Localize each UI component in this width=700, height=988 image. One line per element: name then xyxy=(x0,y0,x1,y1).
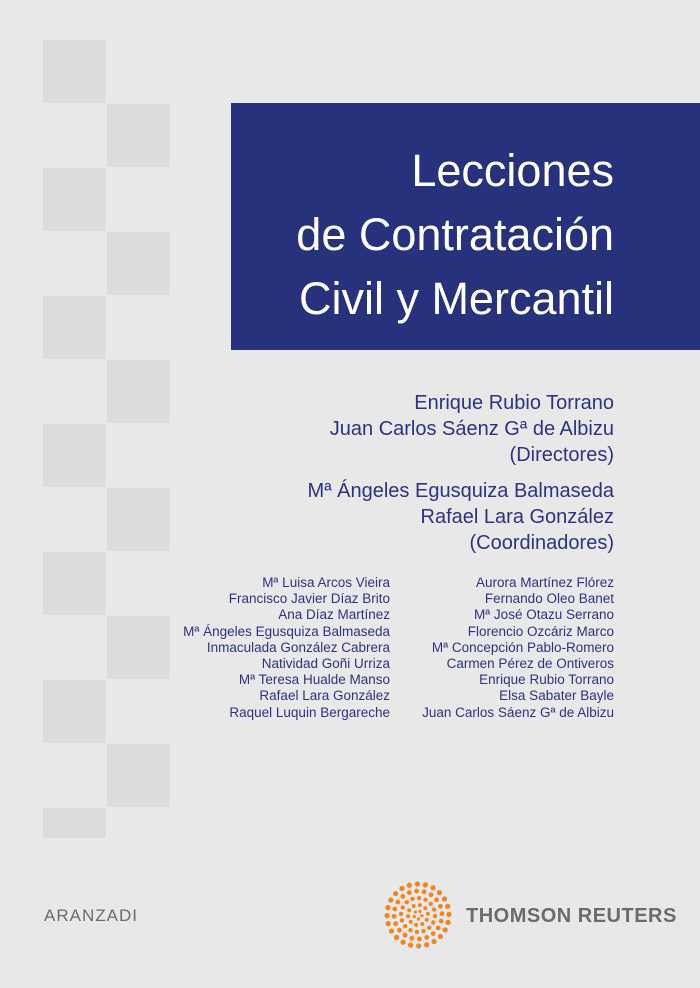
author-name: Mª Teresa Hualde Manso xyxy=(238,672,390,688)
logo-dot xyxy=(423,882,428,887)
logo-dot xyxy=(442,896,447,901)
logo-dot xyxy=(431,931,436,936)
logo-dot xyxy=(410,897,414,901)
author-name: Juan Carlos Sáenz Gª de Albizu xyxy=(422,704,614,720)
author-name: Mª Ángeles Egusquiza Balmaseda xyxy=(183,623,390,639)
logo-dot xyxy=(430,885,435,890)
authors-list-left xyxy=(183,575,390,721)
logo-dot xyxy=(414,889,419,894)
checker-square xyxy=(107,744,170,807)
authors-list-right xyxy=(422,575,614,721)
author-name: Fernando Oleo Banet xyxy=(484,591,614,607)
logo-dot xyxy=(440,911,445,916)
logo-dot xyxy=(392,914,397,919)
coordinator-name: Mª Ángeles Egusquiza Balmaseda xyxy=(307,480,614,502)
logo-dot xyxy=(394,935,399,940)
logo-dot xyxy=(417,917,420,920)
logo-dot xyxy=(433,914,437,918)
logo-dot xyxy=(437,890,442,895)
checker-square xyxy=(107,616,170,679)
director-name: Juan Carlos Sáenz Gª de Albizu xyxy=(329,418,614,440)
logo-dot xyxy=(409,920,413,924)
logo-dot xyxy=(393,921,398,926)
book-title-line-1: Lecciones xyxy=(411,145,614,196)
logo-dot xyxy=(388,897,393,902)
coordinators-role: (Coordinadores) xyxy=(469,532,614,554)
logo-dot xyxy=(400,940,405,945)
book-title-line-2: de Contratación xyxy=(296,209,614,260)
logo-dot xyxy=(392,906,397,911)
checker-square xyxy=(43,680,106,743)
logo-dot xyxy=(445,904,450,909)
logo-dot xyxy=(431,920,435,924)
checker-square xyxy=(107,104,170,167)
checker-square xyxy=(43,552,106,615)
checker-square xyxy=(107,232,170,295)
author-name: Mª Luisa Arcos Vieira xyxy=(262,575,390,590)
logo-dot xyxy=(423,898,427,902)
logo-dot xyxy=(438,904,443,909)
checker-square xyxy=(43,168,106,231)
logo-dot xyxy=(408,928,412,932)
author-name: Aurora Martínez Flórez xyxy=(475,575,614,590)
logo-dot xyxy=(407,908,411,912)
logo-dot xyxy=(399,886,404,891)
logo-dot xyxy=(421,929,425,933)
logo-dot xyxy=(395,900,400,905)
logo-dot xyxy=(415,881,420,886)
logo-dot xyxy=(397,928,402,933)
logo-dot xyxy=(389,928,394,933)
logo-dot xyxy=(443,927,448,932)
logo-dot xyxy=(420,914,423,917)
logo-dot xyxy=(423,906,427,910)
logo-dot xyxy=(427,926,431,930)
logo-dot xyxy=(416,943,421,948)
author-name: Ana Díaz Martínez xyxy=(278,607,390,623)
logo-dot xyxy=(424,942,429,947)
logo-dot xyxy=(429,892,434,897)
checker-square xyxy=(43,424,106,487)
logo-dot xyxy=(400,894,405,899)
author-name: Florencio Ozcáriz Marco xyxy=(467,623,614,639)
checker-square xyxy=(43,296,106,359)
logo-dot xyxy=(405,900,409,904)
logo-dot xyxy=(436,926,441,931)
logo-dot xyxy=(418,910,421,913)
author-name: Elsa Sabater Bayle xyxy=(499,688,614,704)
logo-dot xyxy=(429,902,433,906)
logo-dot xyxy=(415,930,419,934)
book-title-line-3: Civil y Mercantil xyxy=(298,273,614,324)
logo-dot xyxy=(446,920,451,925)
author-name: Mª Concepción Pablo-Romero xyxy=(431,639,614,655)
logo-dot xyxy=(409,936,414,941)
logo-dot xyxy=(417,937,422,942)
credits-block xyxy=(308,390,614,556)
logo-dot xyxy=(403,924,407,928)
brand-name: THOMSON REUTERS xyxy=(466,905,677,927)
author-name: Inmaculada González Cabrera xyxy=(206,639,390,655)
checker-square xyxy=(43,808,106,838)
logo-dot xyxy=(420,922,424,926)
thomson-reuters-dot-logo-icon xyxy=(383,880,453,950)
logo-dot xyxy=(424,935,429,940)
logo-dot xyxy=(385,905,390,910)
logo-dot xyxy=(422,889,427,894)
logo-dot xyxy=(399,912,403,916)
logo-dot xyxy=(426,912,430,916)
checker-square xyxy=(43,40,106,103)
logo-dot xyxy=(439,919,444,924)
directors-role: (Directores) xyxy=(509,444,614,466)
logo-dot xyxy=(407,890,412,895)
logo-dot xyxy=(432,907,436,911)
logo-dot xyxy=(434,897,439,902)
logo-dot xyxy=(425,918,429,922)
logo-dot xyxy=(401,905,405,909)
author-name: Francisco Javier Díaz Brito xyxy=(228,591,390,607)
logo-dot xyxy=(414,910,417,913)
coordinator-name: Rafael Lara González xyxy=(420,506,614,528)
logo-dot xyxy=(386,921,391,926)
logo-dot xyxy=(393,891,398,896)
logo-dot xyxy=(438,934,443,939)
author-name: Rafael Lara González xyxy=(259,688,390,704)
logo-dot xyxy=(407,883,412,888)
logo-dot xyxy=(414,923,418,927)
logo-dot xyxy=(418,903,422,907)
logo-dot xyxy=(406,914,410,918)
logo-dot xyxy=(431,939,436,944)
author-name: Enrique Rubio Torrano xyxy=(479,672,614,688)
logo-dot xyxy=(417,896,421,900)
author-name: Mª José Otazu Serrano xyxy=(473,607,614,623)
title-panel xyxy=(231,103,700,350)
author-name: Natividad Goñi Urriza xyxy=(261,656,390,672)
author-name: Raquel Luquin Bergareche xyxy=(229,704,390,720)
checker-square xyxy=(107,488,170,551)
checker-pattern xyxy=(43,40,171,840)
logo-dot xyxy=(384,913,389,918)
logo-dot xyxy=(403,933,408,938)
director-name: Enrique Rubio Torrano xyxy=(414,392,614,414)
logo-dot xyxy=(413,915,416,918)
checker-square xyxy=(107,360,170,423)
logo-dot xyxy=(446,912,451,917)
logo-dot xyxy=(412,904,416,908)
logo-dot xyxy=(408,943,413,948)
author-name: Carmen Pérez de Ontiveros xyxy=(446,656,614,672)
logo-dot xyxy=(400,918,404,922)
publisher-name: ARANZADI xyxy=(44,906,138,925)
